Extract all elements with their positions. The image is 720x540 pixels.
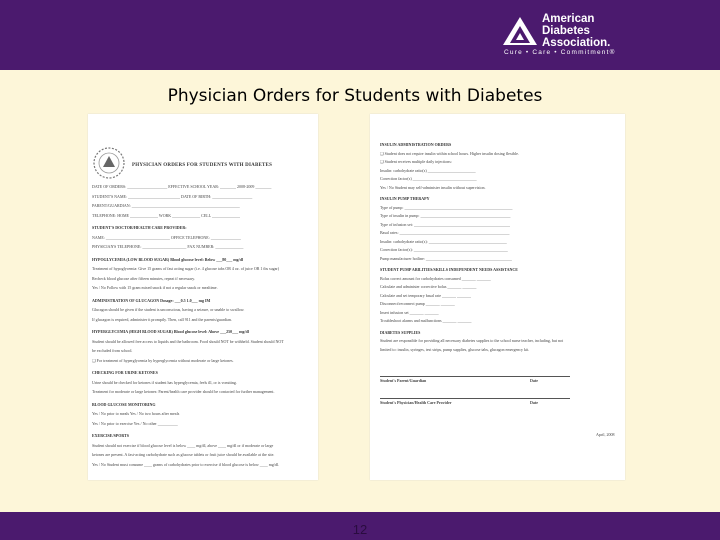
form-page-2-line: STUDENT PUMP ABILITIES/SKILLS INDEPENDENT NEEDS ASSISTANCE <box>380 267 518 272</box>
form-page-1-line: If glucagon is required, administer it promptly. Then, call 911 and the parents/guardian. <box>92 316 232 322</box>
form-page-1-line: BLOOD GLUCOSE MONITORING <box>92 401 156 407</box>
seal-icon <box>92 146 126 180</box>
form-page-2-line: Type of infusion set: ________________________________________________ <box>380 221 510 227</box>
form-page-2-line: Calculate and administer corrective bolus _______ _______ <box>380 284 477 289</box>
form-title: PHYSICIAN ORDERS FOR STUDENTS WITH DIABETES <box>132 163 273 168</box>
form-page-2-line: ❑ Student does not require insulin within school hours. Higher insulin dosing flexible. <box>380 150 519 156</box>
form-page-2-line: limited to: insulin, syringes, test strips, pump supplies, glucose tabs, glucagon emergency kit. <box>380 346 530 352</box>
org-tagline: Cure • Care • Commitment® <box>504 49 616 56</box>
form-page-1-line: PARENT/GUARDIAN: ______________________________________________________ <box>92 203 240 208</box>
form-page-2-line: Pump manufacturer hotline: ___________________________________________ <box>380 255 512 261</box>
form-page-1-line: Recheck blood glucose after fifteen minutes, repeat if necessary. <box>92 275 196 281</box>
form-page-2-line: Insulin: carbohydrate ratio(s) ________________________ <box>380 167 476 173</box>
form-page-2-line: INSULIN ADMINISTRATION ORDERS <box>380 142 452 147</box>
form-page-1-line: Treatment for moderate or large ketones: Parent/health care provider should be contacted for further management. <box>92 389 275 394</box>
form-page-1-line: STUDENT'S NAME: __________________________ DATE OF BIRTH: ____________________ <box>92 193 253 199</box>
form-page-1-line: HYPERGLYCEMIA (HIGH BLOOD SUGAR) Blood glucose level: Above ___250___ mg/dl <box>92 329 249 334</box>
form-page-2-line: Type of insulin in pump: _____________________________________________ <box>380 213 511 218</box>
signature-parent-label: Student's Parent/Guardian <box>380 378 427 383</box>
form-page-2-line: Insert infusion set _______ _______ <box>380 309 439 315</box>
form-page-2-line: Correction factor(s): _______________________________________________ <box>380 247 508 252</box>
form-page-1-line: STUDENT'S DOCTOR/HEALTH CARE PROVIDER: <box>92 225 187 230</box>
triangle-logo-icon <box>502 16 538 46</box>
form-page-2-line: Correction factor(s) ________________________________ <box>380 176 477 181</box>
form-page-1-line: Student should not exercise if blood glucose level is below ____ mg/dl, above ____ mg/dl or if moderate or large <box>92 442 274 448</box>
form-page-1-line: Yes / No Follow with 15 gram mixed snack if not a regular snack or mealtime. <box>92 285 218 290</box>
header-bar <box>0 0 720 70</box>
page-number: 12 <box>352 522 368 537</box>
form-page-1 <box>88 114 318 480</box>
form-page-1-line: Glucagon should be given if the student is unconscious, having a seizure, or unable to swallow. <box>92 307 245 312</box>
form-page-1-line: ketones are present. A fast-acting carbohydrate such as glucose tablets or fruit juice should be available at the site. <box>92 452 275 457</box>
form-page-1-line: CHECKING FOR URINE KETONES <box>92 370 158 375</box>
form-page-2-line: Troubleshoot alarms and malfunctions _______ _______ <box>380 318 472 323</box>
form-page-2-line: Yes / No Student may self-administer insulin without supervision. <box>380 184 486 190</box>
form-page-2-line: Bolus correct amount for carbohydrates consumed _______ _______ <box>380 275 491 281</box>
form-page-1-line: PHYSICIAN'S TELEPHONE: ______________________ FAX NUMBER: ______________ <box>92 244 244 249</box>
form-page-1-line: Yes / No Student must consume ____ grams of carbohydrates prior to exercise if blood glucose is below ____ mg/dl. <box>92 461 280 467</box>
form-page-1-line: ADMINISTRATION OF GLUCAGON Dosage: ___0.5 1.0___ mg IM <box>92 297 211 303</box>
form-date: April, 2008 <box>596 432 615 437</box>
form-page-2-line: Student are responsible for providing all necessary diabetes supplies to the school nurse teacher, including, but not <box>380 338 564 343</box>
form-page-2-line: DIABETES SUPPLIES <box>380 329 421 335</box>
signature-line-parent <box>380 376 570 377</box>
form-page-2-line: Insulin: carbohydrate ratio(s): _______________________________________ <box>380 238 507 244</box>
form-page-2-line: Calculate and set temporary basal rate _______ _______ <box>380 292 471 298</box>
form-page-1-line: Yes / No prior to meals Yes / No two hours after meals <box>92 411 180 416</box>
form-page-1-line: DATE OF ORDERS: ____________________ EFFECTIVE SCHOOL YEAR: ________ 2008-2009 ________ <box>92 184 272 189</box>
org-name <box>542 13 610 49</box>
form-page-2-line: Disconnect/reconnect pump _______ _______ <box>380 301 455 306</box>
signature-line-provider <box>380 398 570 399</box>
form-page-2-line: ❑ Student receives multiple daily injections: <box>380 159 452 164</box>
form-page-1-line: ❑ For treatment of hyperglycemia by hyperglycemia without moderate or large ketones. <box>92 357 234 363</box>
org-name-line2: Diabetes <box>542 25 590 37</box>
ada-logo <box>502 12 702 60</box>
slide-title: Physician Orders for Students with Diabetes <box>167 86 543 106</box>
signature-provider-date-label: Date <box>530 400 538 405</box>
form-page-2-line: INSULIN PUMP THERAPY <box>380 196 430 201</box>
form-page-1-line: Student should be allowed free access to liquids and the bathroom. Food should NOT be withheld. Student should NOT <box>92 338 284 344</box>
signature-provider-label: Student's Physician/Health Care Provider <box>380 400 452 405</box>
org-name-line1: American <box>542 13 595 25</box>
form-page-1-line: Yes / No prior to exercise Yes / No other __________ <box>92 420 178 426</box>
form-page-1-line: EXERCISE/SPORTS <box>92 433 129 438</box>
signature-parent-date-label: Date <box>530 378 538 383</box>
form-page-2-line: Type of pump: ______________________________________________________ <box>380 204 513 210</box>
form-page-1-line: HYPOGLYCEMIA (LOW BLOOD SUGAR) Blood glucose level: Below ___80___ mg/dl <box>92 256 244 262</box>
form-page-1-line: NAME: ________________________________ OFFICE TELEPHONE: _______________ <box>92 234 241 240</box>
form-page-2-line: Basal rates: _______________________________________________________ <box>380 230 510 235</box>
form-page-2 <box>370 114 625 480</box>
form-page-1-line: Treatment of hypoglycemia: Give 15 grams of fast acting sugar (i.e. 4 glucose tabs OR 4 oz. of juice OR 1 tbs sugar) <box>92 266 280 271</box>
form-page-1-line: TELEPHONE: HOME ______________ WORK ______________ CELL ______________ <box>92 212 240 218</box>
form-page-1-line: Urine should be checked for ketones if student has hyperglycemia, feels ill, or is vomiting. <box>92 379 237 385</box>
form-page-1-line: be excluded from school. <box>92 348 133 353</box>
org-name-line3: Association. <box>542 37 611 49</box>
